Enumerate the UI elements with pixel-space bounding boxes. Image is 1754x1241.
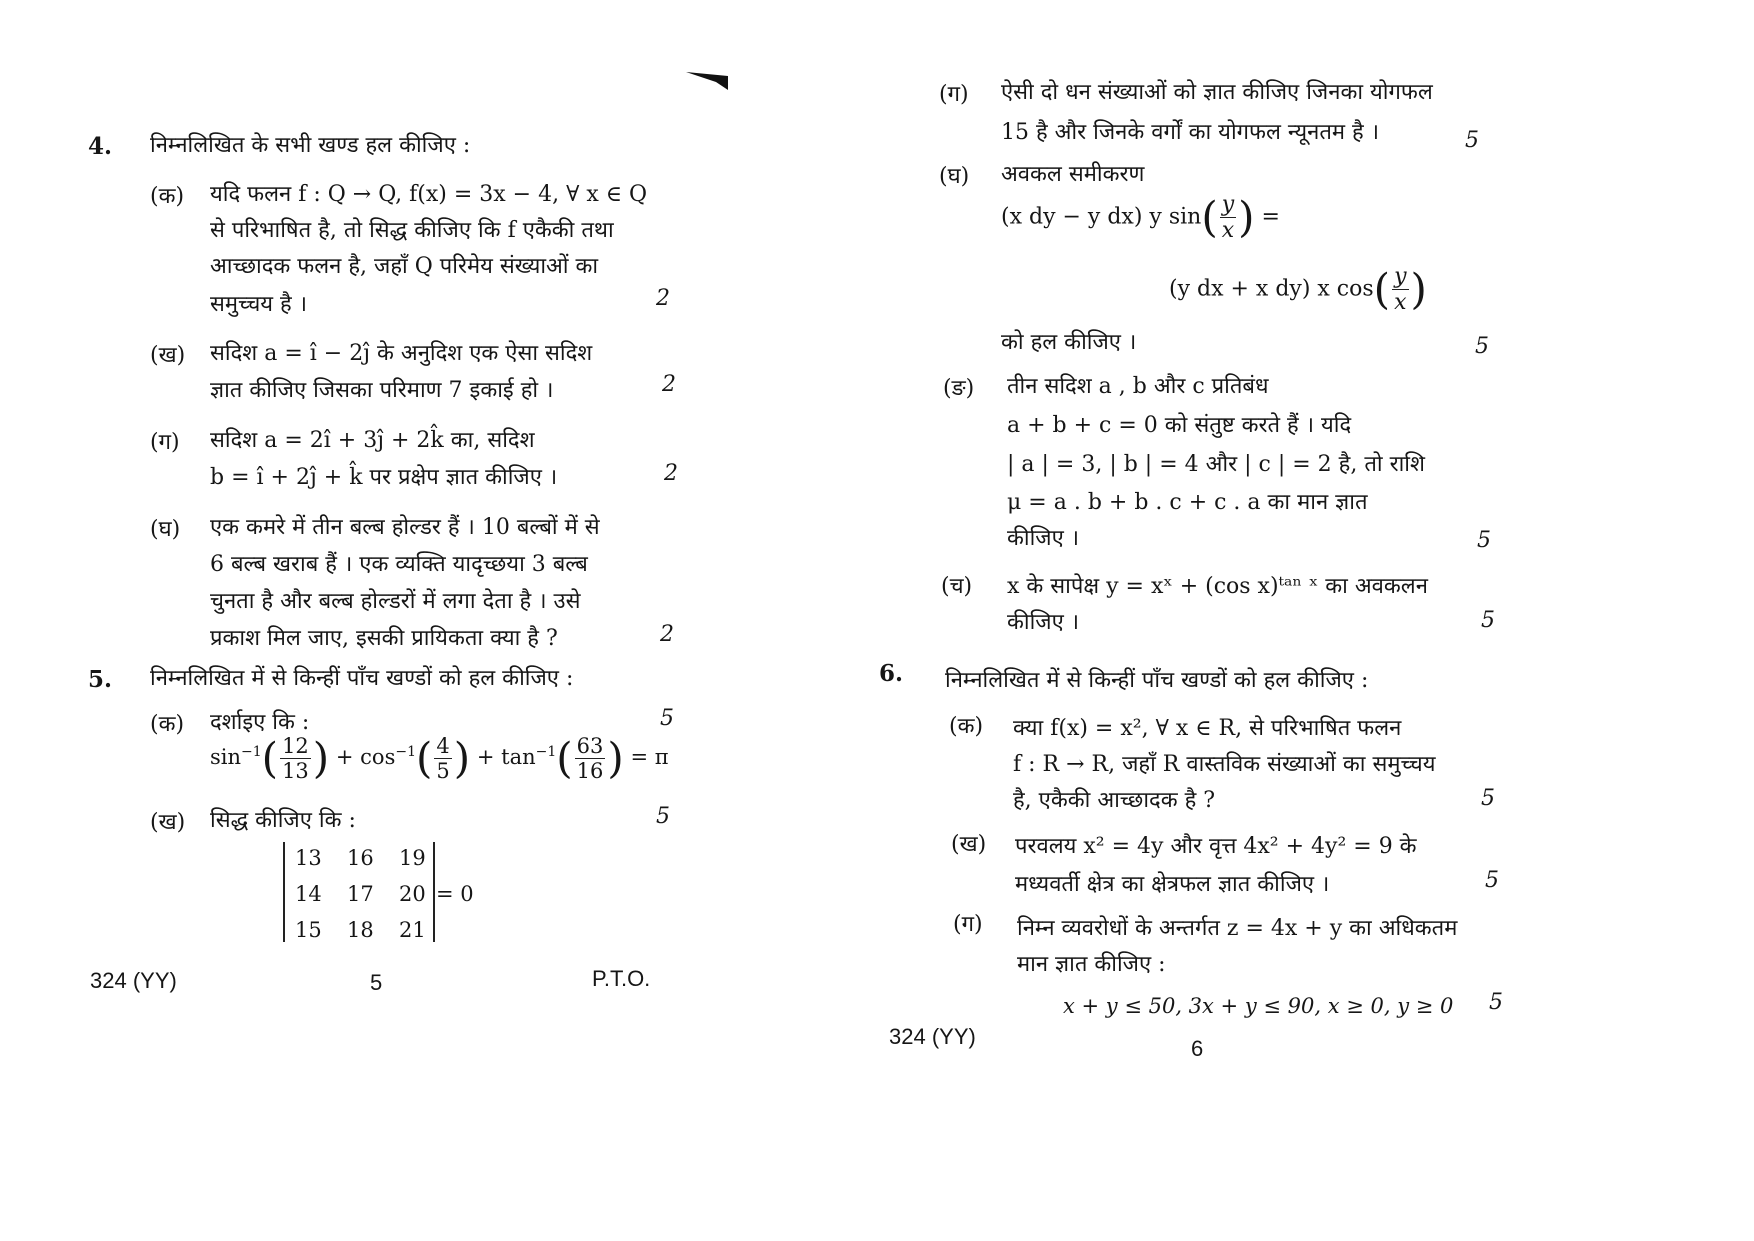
q5e-line-1: तीन सदिश a , b और c प्रतिबंध bbox=[1007, 374, 1269, 399]
q5a-marks: 5 bbox=[660, 706, 674, 731]
frac3-denominator: 16 bbox=[576, 759, 604, 783]
eq-rhs: = π bbox=[630, 745, 669, 769]
q5e-line-3: | a | = 3, | b | = 4 और | c | = 2 है, तो राशि bbox=[1007, 452, 1425, 477]
q5b-marks: 5 bbox=[656, 804, 670, 829]
det-cell: 13 bbox=[295, 846, 322, 870]
q5c-marks: 5 bbox=[1465, 128, 1479, 153]
frac2-numerator: 4 bbox=[436, 734, 450, 758]
q5d-tail: को हल कीजिए । bbox=[1001, 330, 1137, 355]
q4d-line-4: प्रकाश मिल जाए, इसकी प्रायिकता क्या है ? bbox=[210, 626, 558, 651]
q4b-line-2: ज्ञात कीजिए जिसका परिमाण 7 इकाई हो । bbox=[210, 378, 554, 403]
eq-tan-inverse: −1 bbox=[535, 744, 557, 760]
frac3-numerator: 63 bbox=[576, 734, 604, 758]
det-cell: 20 bbox=[399, 882, 426, 906]
q5e-line-5: कीजिए । bbox=[1007, 526, 1080, 551]
scan-mark bbox=[686, 70, 730, 92]
q5f-line-1: x के सापेक्ष y = xˣ + (cos x)ᵗᵃⁿ ˣ का अवकलन bbox=[1007, 574, 1428, 599]
q4c-line-1: सदिश a = 2î + 3ĵ + 2k̂ का, सदिश bbox=[210, 428, 535, 453]
q4a-line-1: यदि फलन f : Q → Q, f(x) = 3x − 4, ∀ x ∈ Q bbox=[210, 182, 648, 207]
q5c-line-2: 15 है और जिनके वर्गों का योगफल न्यूनतम है । bbox=[1001, 120, 1380, 145]
det-cell: 17 bbox=[347, 882, 374, 906]
q5e-marks: 5 bbox=[1477, 528, 1491, 553]
q4c-marks: 2 bbox=[664, 461, 678, 486]
q6a-label: (क) bbox=[949, 714, 984, 739]
footer-pto: P.T.O. bbox=[592, 966, 651, 991]
right-page bbox=[877, 0, 1754, 1241]
det-cell: 16 bbox=[347, 846, 374, 870]
q5f-line-2: कीजिए । bbox=[1007, 610, 1080, 635]
q4b-line-1: सदिश a = î − 2ĵ के अनुदिश एक ऐसा सदिश bbox=[210, 341, 593, 366]
q5e-line-4: μ = a . b + b . c + c . a का मान ज्ञात bbox=[1007, 490, 1368, 515]
q5a-equation: $\sin^{-1}$( $\frac{12}{13}$ ) + $\cos^{-1}$( $\frac{4}{5}$ ) + $\tan^{-1}$( $\frac{63}{16}$ ) = π bbox=[210, 733, 669, 783]
eq-cos-inverse: −1 bbox=[395, 744, 416, 760]
q5a-label: (क) bbox=[150, 712, 185, 737]
q5e-label: (ङ) bbox=[943, 376, 975, 401]
q4d-line-1: एक कमरे में तीन बल्ब होल्डर हैं । 10 बल्बों में से bbox=[210, 515, 600, 540]
eq-sin: sin bbox=[210, 745, 242, 769]
question-6-number: 6. bbox=[879, 660, 904, 687]
q6a-line-1: क्या f(x) = x², ∀ x ∈ R, से परिभाषित फलन bbox=[1013, 716, 1402, 741]
q4d-line-3: चुनता है और बल्ब होल्डरों में लगा देता है । उसे bbox=[210, 589, 581, 614]
question-6-title: निम्नलिखित में से किन्हीं पाँच खण्डों को हल कीजिए : bbox=[945, 668, 1369, 693]
footer-code: 324 (YY) bbox=[90, 968, 177, 993]
q6b-line-2: मध्यवर्ती क्षेत्र का क्षेत्रफल ज्ञात कीजिए । bbox=[1015, 872, 1330, 897]
eq-plus-1: + bbox=[335, 745, 354, 769]
q4a-line-2: से परिभाषित है, तो सिद्ध कीजिए कि f एकैकी तथा bbox=[210, 218, 614, 243]
footer-page-number: 6 bbox=[1191, 1036, 1204, 1061]
eq1-frac-numerator: y bbox=[1221, 192, 1235, 217]
q4d-line-2: 6 बल्ब खराब हैं । एक व्यक्ति यादृच्छया 3 बल्ब bbox=[210, 552, 588, 577]
q6b-line-1: परवलय x² = 4y और वृत्त 4x² + 4y² = 9 के bbox=[1015, 834, 1417, 859]
det-cell: 14 bbox=[295, 882, 322, 906]
q4c-label: (ग) bbox=[150, 430, 180, 455]
frac1-denominator: 13 bbox=[282, 759, 309, 783]
determinant-rhs: = 0 bbox=[436, 882, 474, 906]
q6b-marks: 5 bbox=[1485, 868, 1499, 893]
eq1-frac-denominator: x bbox=[1221, 218, 1235, 243]
eq1-lhs: (x dy − y dx) y sin bbox=[1001, 204, 1202, 230]
eq-tan: tan bbox=[501, 745, 536, 769]
det-cell: 19 bbox=[399, 846, 426, 870]
q4a-line-3: आच्छादक फलन है, जहाँ Q परिमेय संख्याओं का bbox=[210, 254, 599, 279]
q4b-marks: 2 bbox=[662, 372, 676, 397]
q5a-text: दर्शाइए कि : bbox=[210, 710, 310, 735]
q6b-label: (ख) bbox=[951, 832, 987, 857]
footer-code: 324 (YY) bbox=[889, 1024, 976, 1049]
q5e-line-2: a + b + c = 0 को संतुष्ट करते हैं । यदि bbox=[1007, 413, 1352, 438]
frac2-denominator: 5 bbox=[436, 759, 450, 783]
q5f-marks: 5 bbox=[1481, 608, 1495, 633]
question-5-number: 5. bbox=[88, 666, 113, 693]
q6a-line-3: है, एकैकी आच्छादक है ? bbox=[1013, 788, 1216, 813]
footer-page-number: 5 bbox=[370, 970, 383, 995]
q6c-marks: 5 bbox=[1489, 990, 1503, 1015]
q6c-line-1: निम्न व्यवरोधों के अन्तर्गत z = 4x + y का अधिकतम bbox=[1017, 916, 1458, 941]
eq-cos: cos bbox=[360, 745, 396, 769]
q5d-equation-line-1: (x dy − y dx) y sin( $\frac{y}{x}$ ) = bbox=[1001, 192, 1280, 243]
q6c-label: (ग) bbox=[953, 912, 983, 937]
determinant-matrix bbox=[283, 842, 435, 942]
q6a-marks: 5 bbox=[1481, 786, 1495, 811]
q5b-text: सिद्ध कीजिए कि : bbox=[210, 808, 356, 833]
q5d-text: अवकल समीकरण bbox=[1001, 162, 1145, 187]
q4a-marks: 2 bbox=[656, 286, 670, 311]
eq-sin-inverse: −1 bbox=[241, 744, 262, 760]
eq2-frac-numerator: y bbox=[1394, 264, 1407, 289]
q6c-constraints: x + y ≤ 50, 3x + y ≤ 90, x ≥ 0, y ≥ 0 bbox=[1063, 994, 1454, 1018]
frac1-numerator: 12 bbox=[282, 734, 309, 758]
eq-plus-2: + bbox=[476, 745, 495, 769]
q5c-label: (ग) bbox=[939, 82, 969, 107]
question-4-number: 4. bbox=[88, 133, 113, 160]
q5d-label: (घ) bbox=[939, 164, 970, 189]
det-cell: 21 bbox=[399, 918, 426, 942]
q4a-line-4: समुच्चय है । bbox=[210, 292, 308, 317]
q5d-equation-line-2: (y dx + x dy) x cos( $\frac{y}{x}$ ) bbox=[1169, 264, 1427, 315]
question-4-title: निम्नलिखित के सभी खण्ड हल कीजिए : bbox=[150, 133, 471, 158]
eq2-rhs: (y dx + x dy) x cos bbox=[1169, 276, 1374, 302]
q4d-marks: 2 bbox=[660, 622, 674, 647]
eq2-frac-denominator: x bbox=[1394, 290, 1407, 315]
det-cell: 15 bbox=[295, 918, 322, 942]
q5b-label: (ख) bbox=[150, 810, 186, 835]
q6c-line-2: मान ज्ञात कीजिए : bbox=[1017, 952, 1166, 977]
q6a-line-2: f : R → R, जहाँ R वास्तविक संख्याओं का समुच्चय bbox=[1013, 752, 1436, 777]
question-5-title: निम्नलिखित में से किन्हीं पाँच खण्डों को हल कीजिए : bbox=[150, 666, 574, 691]
q5c-line-1: ऐसी दो धन संख्याओं को ज्ञात कीजिए जिनका योगफल bbox=[1001, 80, 1433, 105]
q4a-label: (क) bbox=[150, 184, 185, 209]
eq1-equals: = bbox=[1261, 204, 1280, 230]
q5f-label: (च) bbox=[941, 574, 973, 599]
q4c-line-2: b = î + 2ĵ + k̂ पर प्रक्षेप ज्ञात कीजिए । bbox=[210, 465, 558, 490]
q4b-label: (ख) bbox=[150, 343, 186, 368]
q4d-label: (घ) bbox=[150, 517, 181, 542]
det-cell: 18 bbox=[347, 918, 374, 942]
q5d-marks: 5 bbox=[1475, 334, 1489, 359]
